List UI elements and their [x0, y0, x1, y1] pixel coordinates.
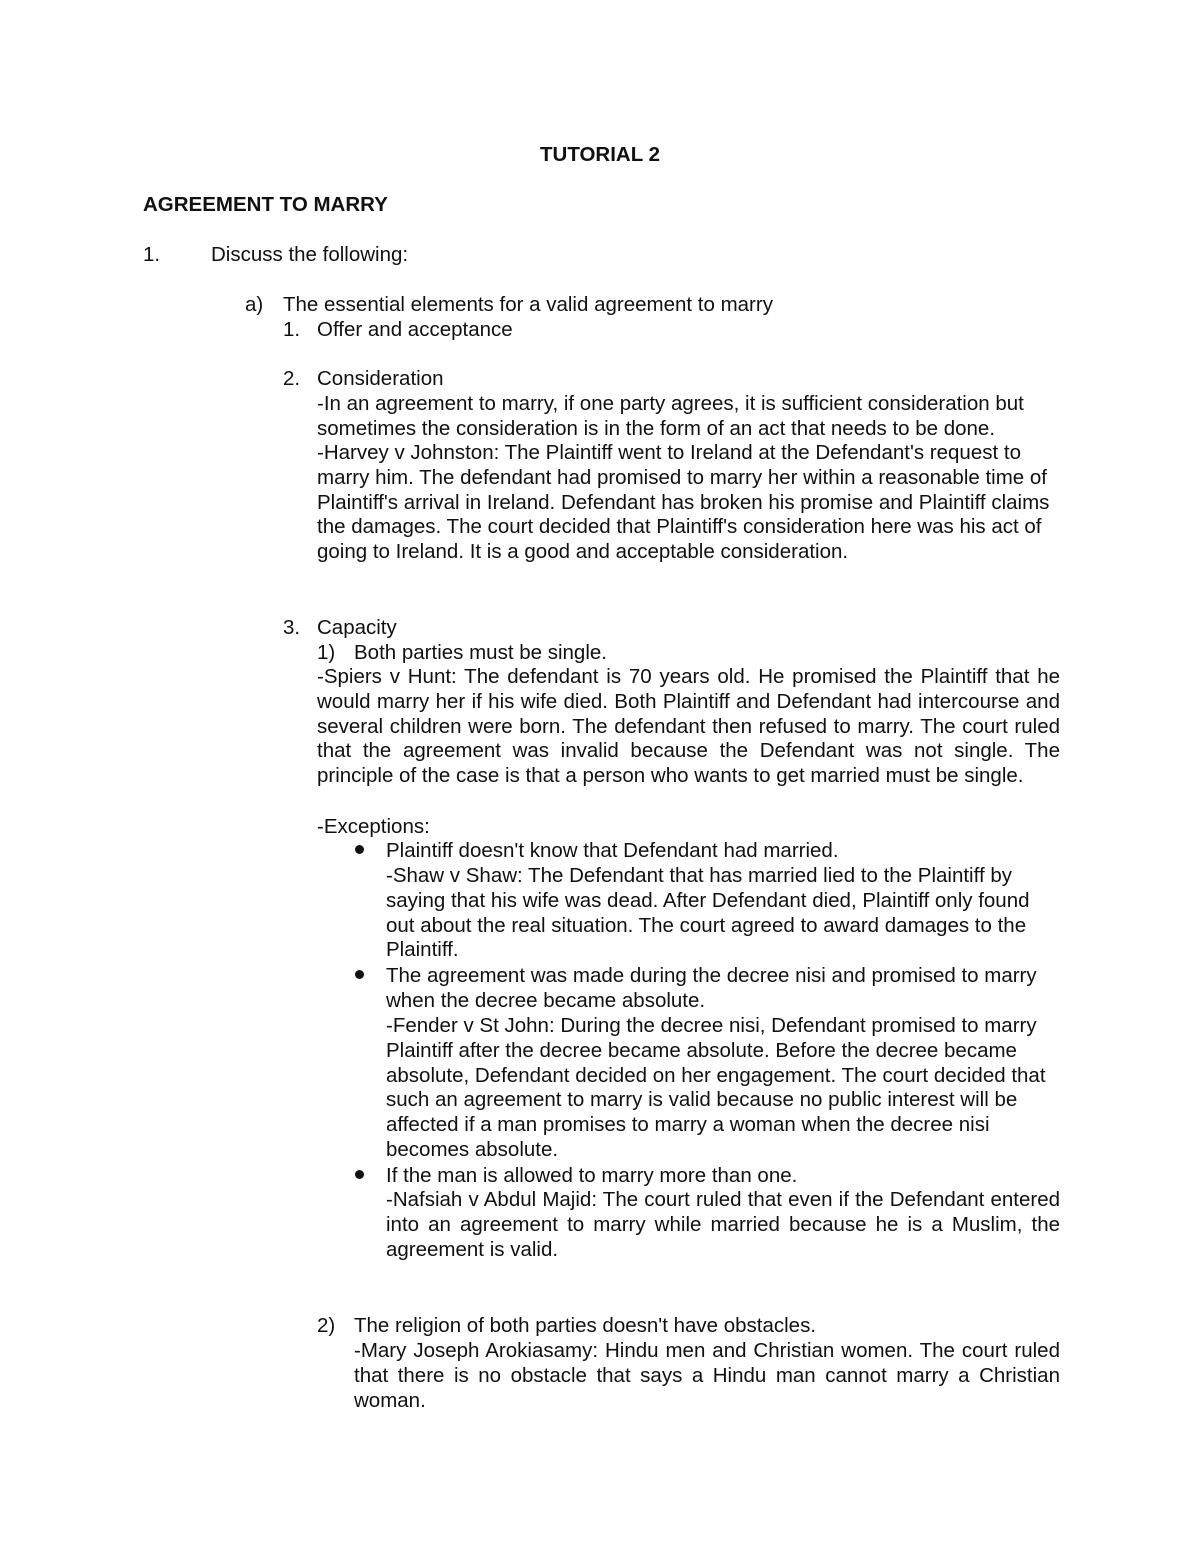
section-heading: AGREEMENT TO MARRY — [143, 193, 388, 216]
sub-2-label: 2) — [317, 1314, 336, 1337]
sub-1-case: -Spiers v Hunt: The defendant is 70 years old. He promised the Plaintiff that he would marry her if his wife died. Both Plaintiff and Defendant had intercourse and several children were born. The defendant then refused to marry. The court ruled that the agreement was invalid because the Defendant was not single. The principle of the case is that a person who wants to get married must be single. — [317, 665, 1060, 788]
bullet-icon — [355, 970, 364, 979]
element-3-number: 3. — [283, 616, 301, 639]
question-number: 1. — [143, 243, 161, 266]
element-1-text: Offer and acceptance — [317, 318, 513, 341]
sub-1-text: Both parties must be single. — [354, 641, 607, 664]
element-2-number: 2. — [283, 367, 301, 390]
document-title: TUTORIAL 2 — [540, 143, 660, 166]
element-3-title: Capacity — [317, 616, 397, 639]
exceptions-label: -Exceptions: — [317, 815, 430, 838]
sub-1-label: 1) — [317, 641, 336, 664]
sub-2-text: The religion of both parties doesn't have obstacles. — [354, 1314, 817, 1337]
part-a-text: The essential elements for a valid agreement to marry — [283, 293, 773, 316]
element-2-body: -In an agreement to marry, if one party agrees, it is sufficient consideration but sometimes the consideration is in the form of an act that needs to be done. — [317, 392, 1024, 440]
exception-2-text: The agreement was made during the decree nisi and promised to marry when the decree became absolute. — [386, 964, 1037, 1012]
bullet-icon — [355, 845, 364, 854]
element-2-title: Consideration — [317, 367, 444, 390]
element-2-case: -Harvey v Johnston: The Plaintiff went to Ireland at the Defendant's request to marry him. The defendant had promised to marry her within a reasonable time of Plaintiff's arrival in Ireland. Defendant has broken his promise and Plaintiff claims the damages. The court decided that Plaintiff's consideration here was his act of going to Ireland. It is a good and acceptable consideration. — [317, 441, 1050, 564]
element-1-number: 1. — [283, 318, 301, 341]
sub-2-case: -Mary Joseph Arokiasamy: Hindu men and Christian women. The court ruled that there is no obstacle that says a Hindu man cannot marry a Christian woman. — [354, 1339, 1060, 1412]
exception-3-case: -Nafsiah v Abdul Majid: The court ruled that even if the Defendant entered into an agreement to marry while married because he is a Muslim, the agreement is valid. — [386, 1188, 1060, 1261]
question-text: Discuss the following: — [211, 243, 409, 266]
exception-1-text: Plaintiff doesn't know that Defendant had married. — [386, 839, 839, 862]
exception-2-case: -Fender v St John: During the decree nisi, Defendant promised to marry Plaintiff after the decree became absolute. Before the decree became absolute, Defendant decided on her engagement. The court decided that such an agreement to marry is valid because no public interest will be affected if a man promises to marry a woman when the decree nisi becomes absolute. — [386, 1014, 1046, 1161]
bullet-icon — [355, 1170, 364, 1179]
exception-3-text: If the man is allowed to marry more than one. — [386, 1164, 798, 1187]
exception-1-case: -Shaw v Shaw: The Defendant that has married lied to the Plaintiff by saying that his wife was dead. After Defendant died, Plaintiff only found out about the real situation. The court agreed to award damages to the Plaintiff. — [386, 864, 1030, 962]
part-a-label: a) — [245, 293, 264, 316]
